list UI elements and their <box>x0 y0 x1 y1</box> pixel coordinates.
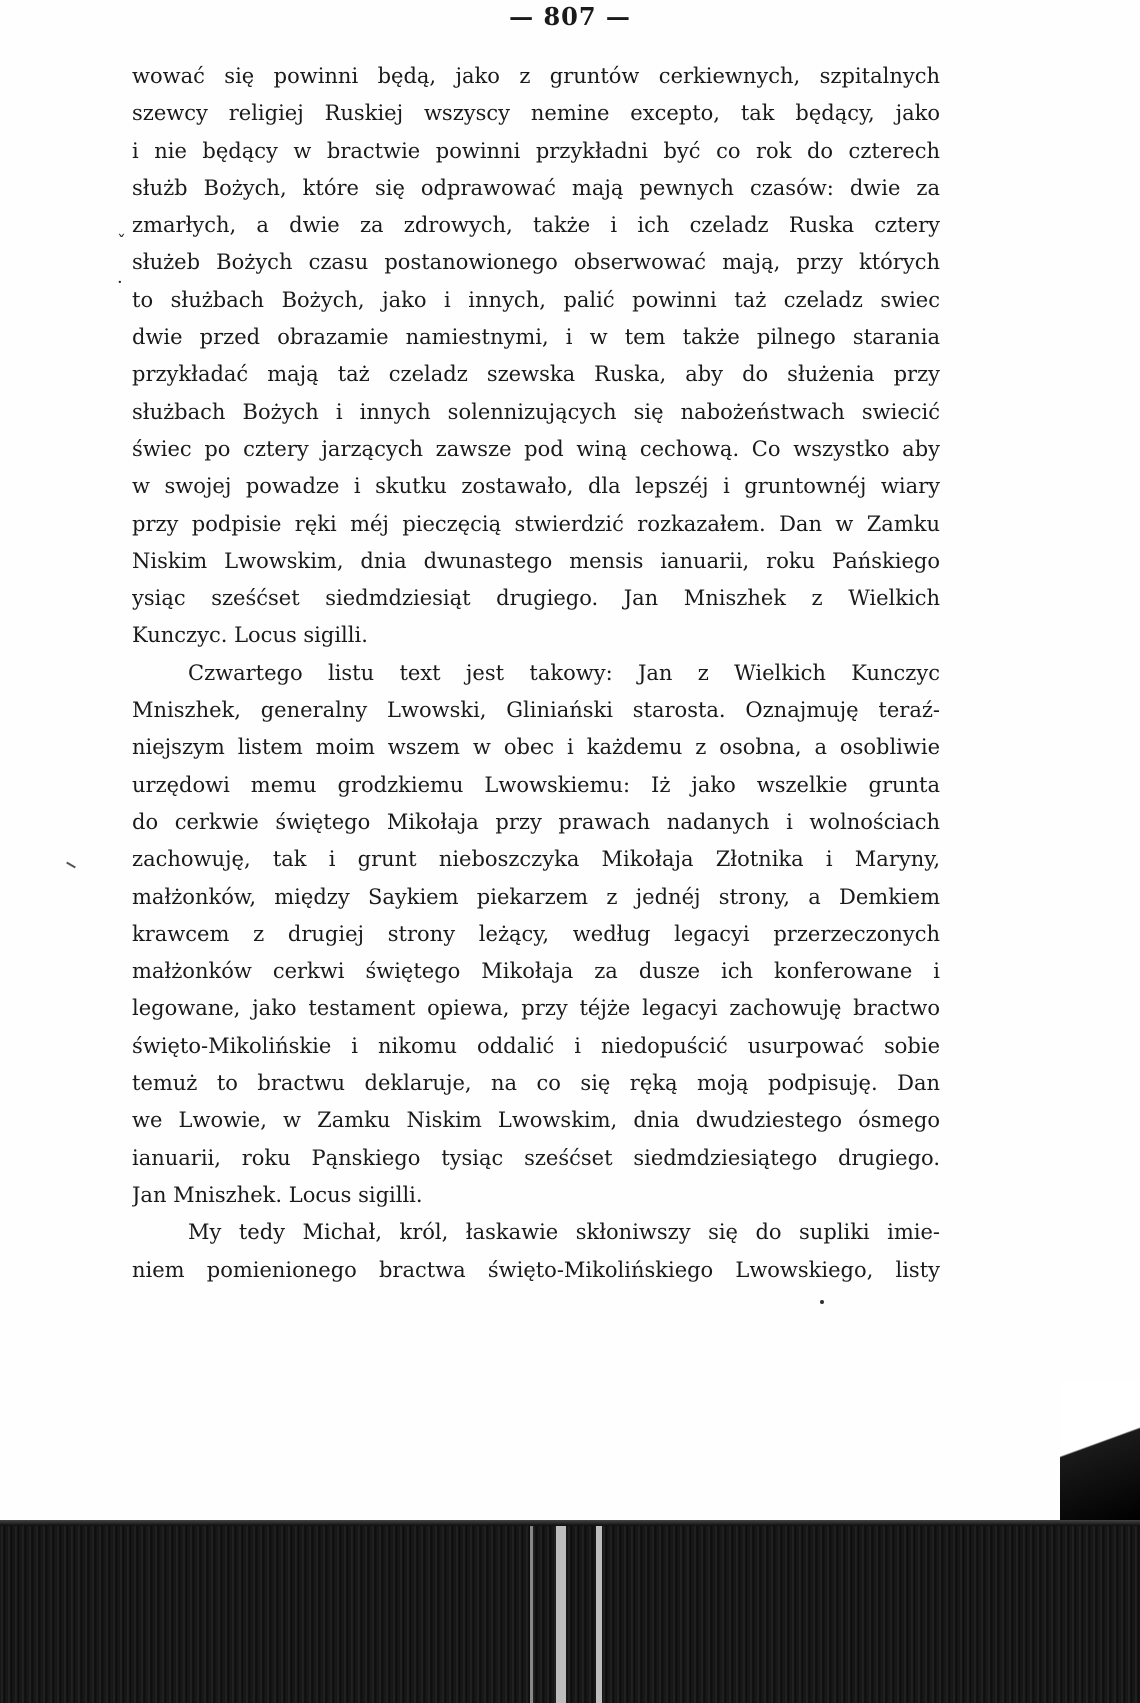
body-text <box>132 58 940 1289</box>
scan-highlight <box>556 1520 566 1703</box>
text-line: i nie będący w bractwie powinni przykładni być co rok do czterech <box>132 138 940 163</box>
text-line: niejszym listem moim wszem w obec i każdemu z osobna, a osobliwie <box>132 735 940 760</box>
scan-edge-line <box>0 1520 1140 1526</box>
text-line: niem pomienionego bractwa święto-Mikolińskiego Lwowskiego, listy <box>132 1257 940 1282</box>
text-line: Kunczyc. Locus sigilli. <box>132 623 368 648</box>
text-line: do cerkwie świętego Mikołaja przy prawach nadanych i wolnościach <box>132 809 940 834</box>
text-line: wować się powinni będą, jako z gruntów cerkiewnych, szpitalnych <box>132 64 940 88</box>
text-line: ysiąc sześćset siedmdziesiąt drugiego. Jan Mniszhek z Wielkich <box>132 586 940 611</box>
text-line: ianuarii, roku Pąnskiego tysiąc sześćset siedmdziesiątego drugiego. <box>132 1145 940 1170</box>
margin-mark: · <box>117 272 123 293</box>
text-line: małżonków, między Saykiem piekarzem z jednéj strony, a Demkiem <box>132 884 940 909</box>
text-line: zachowuję, tak i grunt nieboszczyka Mikołaja Złotnika i Maryny, <box>132 847 940 872</box>
paragraph-2 <box>132 655 940 1214</box>
margin-mark: ˇ <box>117 232 126 253</box>
page-number: — 807 — <box>509 2 631 31</box>
text-line: służb Bożych, które się odprawować mają pewnych czasów: dwie za <box>132 175 940 200</box>
text-line: przy podpisie ręki méj pieczęcią stwierdzić rozkazałem. Dan w Zamku <box>132 511 940 536</box>
text-line: krawcem z drugiej strony leżący, według legacyi przerzeczonych <box>132 921 940 946</box>
scan-corner-shadow <box>1060 1380 1140 1520</box>
text-line: w swojej powadze i skutku zostawało, dla lepszéj i gruntownéj wiary <box>132 474 940 499</box>
text-line: Jan Mniszhek. Locus sigilli. <box>132 1182 423 1207</box>
scan-highlight <box>596 1520 602 1703</box>
text-line: przykładać mają taż czeladz szewska Ruska, aby do służenia przy <box>132 362 940 387</box>
text-line: to służbach Bożych, jako i innych, palić powinni taż czeladz swiec <box>132 287 940 312</box>
scan-bottom-edge <box>0 1520 1140 1703</box>
text-line: My tedy Michał, król, łaskawie skłoniwszy się do supliki imie- <box>188 1220 940 1245</box>
text-line: szewcy religiej Ruskiej wszyscy nemine excepto, tak będący, jako <box>132 101 940 126</box>
text-line: zmarłych, a dwie za zdrowych, także i ich czeladz Ruska cztery <box>132 213 940 238</box>
text-line: świec po cztery jarzących zawsze pod winą cechową. Co wszystko aby <box>132 436 940 461</box>
scan-highlight <box>530 1520 533 1703</box>
text-line: służbach Bożych i innych solennizujących się nabożeństwach swiecić <box>132 399 940 424</box>
paragraph-1 <box>132 58 940 655</box>
paragraph-3 <box>132 1214 940 1289</box>
text-line: święto-Mikolińskie i nikomu oddalić i niedopuścić usurpować sobie <box>132 1033 940 1058</box>
text-line: legowane, jako testament opiewa, przy téjże legacyi zachowuję bractwo <box>132 996 940 1021</box>
stray-pen-mark <box>66 862 76 869</box>
text-line: służeb Bożych czasu postanowionego obserwować mają, przy których <box>132 250 940 275</box>
text-line: Czwartego listu text jest takowy: Jan z Wielkich Kunczyc <box>188 660 940 685</box>
text-line: Niskim Lwowskim, dnia dwunastego mensis ianuarii, roku Pańskiego <box>132 548 940 573</box>
text-line: małżonków cerkwi świętego Mikołaja za dusze ich konferowane i <box>132 959 940 984</box>
text-line: Mniszhek, generalny Lwowski, Gliniański starosta. Oznajmuję teraź- <box>132 698 940 723</box>
ink-dot <box>820 1300 824 1304</box>
scan-texture <box>0 1520 1140 1703</box>
text-line: urzędowi memu grodzkiemu Lwowskiemu: Iż jako wszelkie grunta <box>132 772 940 797</box>
text-line: temuż to bractwu deklaruje, na co się ręką moją podpisuję. Dan <box>132 1071 940 1096</box>
text-line: we Lwowie, w Zamku Niskim Lwowskim, dnia dwudziestego ósmego <box>132 1108 940 1133</box>
text-line: dwie przed obrazamie namiestnymi, i w tem także pilnego starania <box>132 325 940 350</box>
